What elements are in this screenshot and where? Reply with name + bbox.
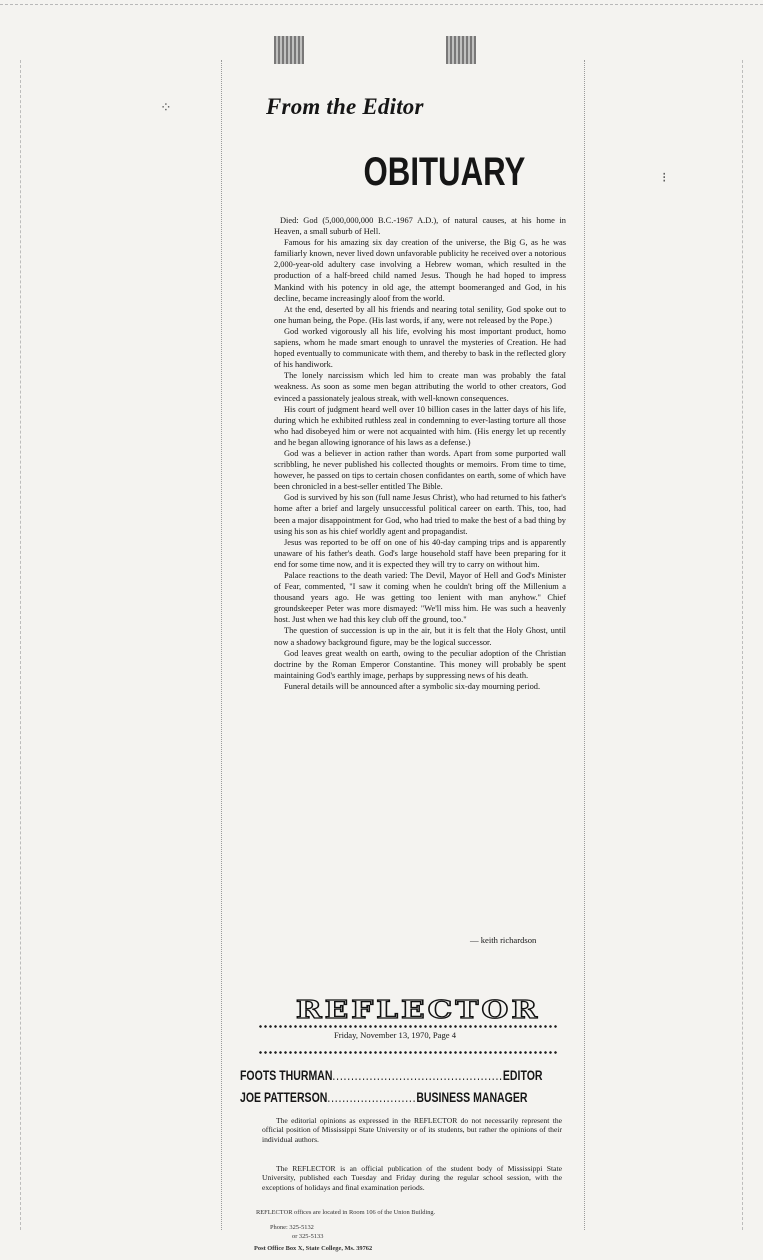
section-kicker: From the Editor xyxy=(266,94,424,119)
staff-line-editor xyxy=(240,1068,543,1083)
phone-number: 325-5132 xyxy=(289,1224,314,1231)
dotted-rule xyxy=(258,1025,558,1028)
page-edge xyxy=(0,4,763,5)
article-paragraph: At the end, deserted by all his friends and nearing total senility, God spoke out to one human being, the Pope. (His last words, if any, were not released by the Pope.) xyxy=(274,304,566,325)
publication-note xyxy=(262,1164,562,1192)
article-body xyxy=(274,215,566,692)
headline: OBITUARY xyxy=(363,150,526,194)
staff-name: JOE PATTERSON xyxy=(240,1090,328,1105)
article-paragraph: God was a believer in action rather than words. Apart from some purported wall scribbling, he never published his collected thoughts or memoirs. From time to time, however, he passed on tips to certain chosen confidantes on earth, some of which have been chronicled in a best-seller entitled The Bible. xyxy=(274,448,566,492)
article-paragraph: Died: God (5,000,000,000 B.C.-1967 A.D.), of natural causes, at his home in Heaven, a small suburb of Hell. xyxy=(274,216,566,237)
article-paragraph: Jesus was reported to be off on one of his 40-day camping trips and is apparently unaware of his father's death. God's large household staff have been preparing for it end for some time now, and it is expected they will try to carry on without him. xyxy=(274,537,566,569)
article-paragraph: God leaves great wealth on earth, owing to the peculiar adoption of the Christian doctrine by the Roman Emperor Constantine. This money will probably be spent maintaining God's earthly image, perhaps by suppressing news of his death. xyxy=(274,648,566,680)
article-paragraph: The lonely narcissism which led him to create man was probably the fatal weakness. As soon as some men began attributing the world to other creators, God evinced a passionately jealous streak, with well-known consequences. xyxy=(274,371,566,403)
scan-speck: ⁝ xyxy=(662,171,667,186)
margin-rule-far-left xyxy=(20,60,21,1230)
article-paragraph: The question of succession is up in the air, but it is felt that the Holy Ghost, until now a shadowy background figure, may be the logical successor. xyxy=(274,626,566,647)
staff-role: BUSINESS MANAGER xyxy=(416,1090,528,1105)
phone-label: Phone: xyxy=(270,1224,288,1231)
column-rule-right xyxy=(584,60,585,1230)
editorial-column xyxy=(240,60,570,1260)
staff-role: EDITOR xyxy=(502,1068,543,1083)
staff-name: FOOTS THURMAN xyxy=(240,1068,333,1083)
dateline: Friday, November 13, 1970, Page 4 xyxy=(333,1030,457,1040)
staff-leader: ........................ xyxy=(327,1090,417,1105)
article-paragraph: Famous for his amazing six day creation of the universe, the Big G, as he was familiarly known, never lived down unfavorable publicity he received over a notorious 2,000-year-old adultery case involving a Hebrew woman, which resulted in the production of a half-breed child named Jesus. Though he had hoped to impress Mankind with his potency in old age, the attempt boomeranged and God, in his decline, became increasingly aloof from the world. xyxy=(274,238,566,303)
staff-line-business xyxy=(240,1090,528,1105)
article-paragraph: Palace reactions to the death varied: The Devil, Mayor of Hell and God's Minister of Fear, commented, "I saw it coming when he couldn't bring off the Millenium a thousand years ago. He was getting too lenient with man anyhow." Chief groundskeeper Peter was more dismayed: "We'll miss him. He was such a heavenly host. Just when we had this key club off the ground, too." xyxy=(274,571,566,625)
article-paragraph: God is survived by his son (full name Jesus Christ), who had returned to his father's home after a brief and largely unsuccessful political career on earth. This, too, had been a major disappointment for God, who had tried to make the best of a bad thing by using his son as his chief worldly agent and propagandist. xyxy=(274,493,566,536)
dotted-rule xyxy=(258,1051,558,1054)
publication-note-text: The REFLECTOR is an official publication of the student body of Mississippi State University, published each Tuesday and Friday during the regular school session, with the exceptions of holidays and final examination periods. xyxy=(262,1164,562,1192)
staff-leader: .............................................. xyxy=(332,1068,503,1083)
margin-rule-far-right xyxy=(742,60,743,1230)
disclaimer xyxy=(262,1116,562,1144)
phone-block xyxy=(270,1223,323,1241)
byline: — keith richardson xyxy=(470,935,537,945)
phone-number-alt: or 325-5133 xyxy=(292,1233,324,1240)
column-rule-left xyxy=(221,60,222,1230)
mailing-address: Post Office Box X, State College, Ms. 39762 xyxy=(254,1245,373,1252)
article-paragraph: God worked vigorously all his life, evolving his most important product, homo sapiens, whom he made smart enough to unravel the mysteries of Creation. He had hoped eventually to communicate with them, and thereby to bask in the reflected glory of his handiwork. xyxy=(274,326,566,370)
masthead-logo: REFLECTOR xyxy=(295,995,541,1025)
article-paragraph: Funeral details will be announced after a symbolic six-day mourning period. xyxy=(284,681,541,691)
article-paragraph: His court of judgment heard well over 10 billion cases in the latter days of his life, during which he exhibited ruthless zeal in condemning to ever-lasting torture all those who had disobeyed him or were not acquainted with him. (His energy let up recently and he began allowing ignorance of his laws as a defense.) xyxy=(274,404,566,447)
office-note: REFLECTOR offices are located in Room 106 of the Union Building. xyxy=(256,1209,436,1216)
scan-speck: ⁘ xyxy=(160,101,172,116)
disclaimer-text: The editorial opinions as expressed in the REFLECTOR do not necessarily represent the official position of Mississippi State University or of its students, but rather the opinions of their individual authors. xyxy=(262,1116,562,1144)
